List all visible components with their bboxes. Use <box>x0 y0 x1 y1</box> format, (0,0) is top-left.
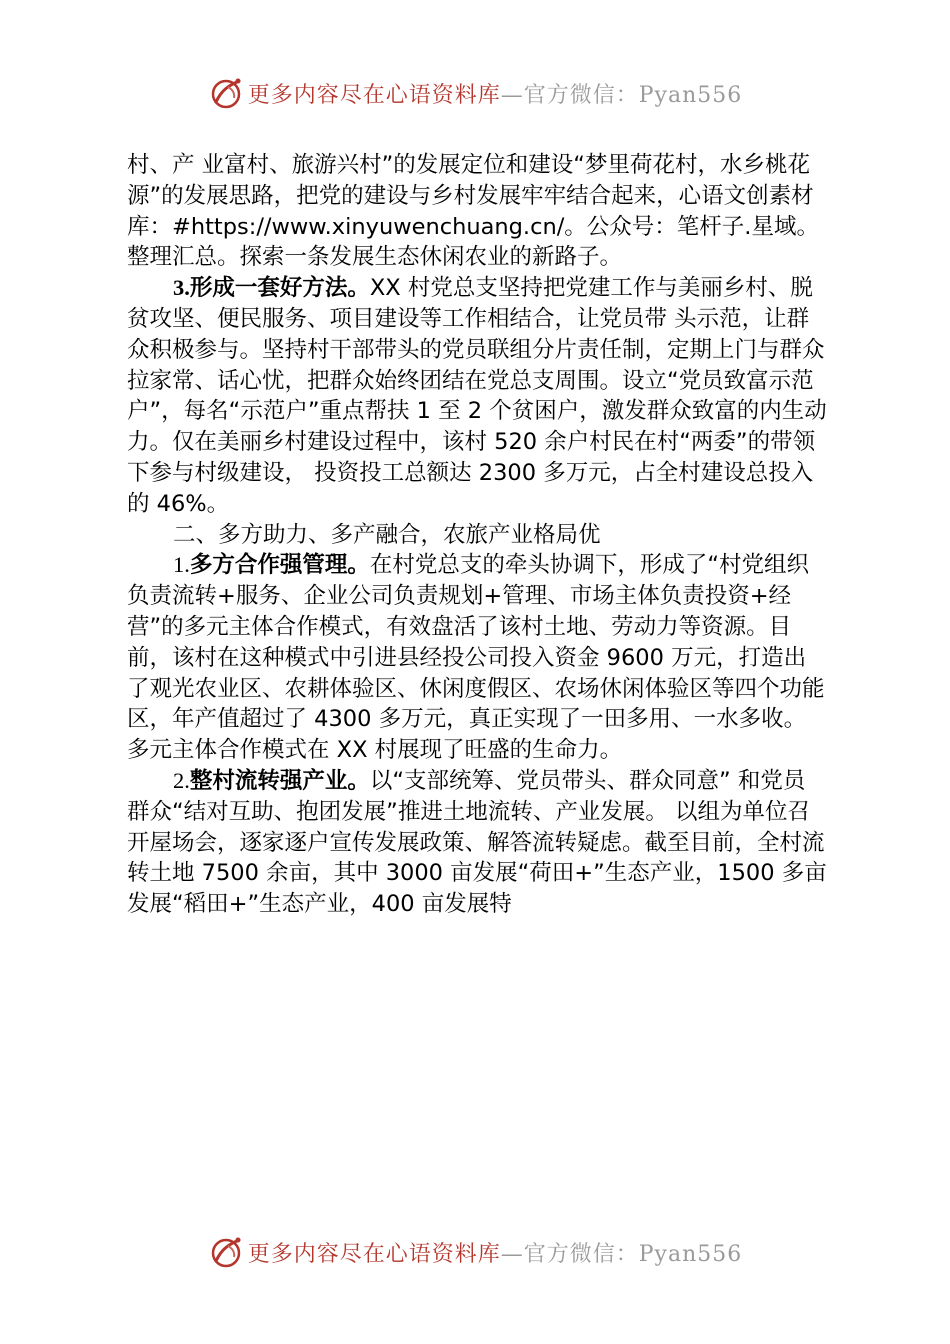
logo-icon <box>208 1234 244 1270</box>
paragraph-3-heading: 多方合作强管理。 <box>189 552 370 579</box>
paragraph-4 <box>127 766 827 920</box>
paragraph-4-number: 2. <box>173 767 190 793</box>
header-banner <box>0 73 950 113</box>
document-body <box>127 150 827 920</box>
logo-icon <box>208 75 244 111</box>
paragraph-2 <box>127 273 827 519</box>
section-2-heading: 二、多方助力、多产融合，农旅产业格局优 <box>173 521 601 548</box>
paragraph-3-number: 1. <box>173 552 190 578</box>
header-text: 更多内容尽在心语资料库—官方微信：Pyan556 <box>247 82 743 108</box>
paragraph-4-text: 以“支部统筹、党员带头、群众同意” 和党员群众“结对互助、抱团发展”推进土地流转、产业发展。 以组为单位召开屋场会，逐家逐户宣传发展政策、解答流转疑虑。截至目前，全村流转土地 7500 余亩，其中 3000 亩发展“荷田+”生态产业，1500 多亩发展“稻田+”生态产业，400 亩发展特 <box>127 767 827 918</box>
footer-banner <box>0 1232 950 1272</box>
footer-text: 更多内容尽在心语资料库—官方微信：Pyan556 <box>247 1241 743 1267</box>
paragraph-2-text: XX 村党总支坚持把党建工作与美丽乡村、脱贫攻坚、便民服务、项目建设等工作相结合，让党员带 头示范，让群众积极参与。坚持村干部带头的党员联组分片责任制，定期上门与群众拉家常、话心忧，把群众始终团结在党总支周围。设立“党员致富示范户”，每名“示范户”重点帮扶 1 至 2 个贫困户，激发群众致富的内生动力。仅在美丽乡村建设过程中，该村 520 余户村民在村“两委”的带领下参与村级建设， 投资投工总额达 2300 多万元，占全村建设总投入的 46%。 <box>127 275 827 517</box>
paragraph-2-heading: 3.形成一套好方法。 <box>173 275 370 301</box>
paragraph-4-heading: 整村流转强产业。 <box>189 767 370 794</box>
paragraph-3 <box>127 550 827 766</box>
paragraph-3-text: 在村党总支的牵头协调下，形成了“村党组织负责流转+服务、企业公司负责规划+管理、市场主体负责投资+经营”的多元主体合作模式，有效盘活了该村土地、劳动力等资源。目前，该村在这种模式中引进县经投公司投入资金 9600 万元，打造出了观光农业区、农耕体验区、休闲度假区、农场休闲体验区等四个功能区，年产值超过了 4300 多万元，真正实现了一田多用、一水多收。多元主体合作模式在 XX 村展现了旺盛的生命力。 <box>127 552 825 764</box>
paragraph-1: 村、产 业富村、旅游兴村”的发展定位和建设“梦里荷花村，水乡桃花源”的发展思路，把党的建设与乡村发展牢牢结合起来，心语文创素材库：#https://www.xinyuwenchuang.cn/。公众号：笔杆子.星域。整理汇总。探索一条发展生态休闲农业的新路子。 <box>127 152 819 271</box>
